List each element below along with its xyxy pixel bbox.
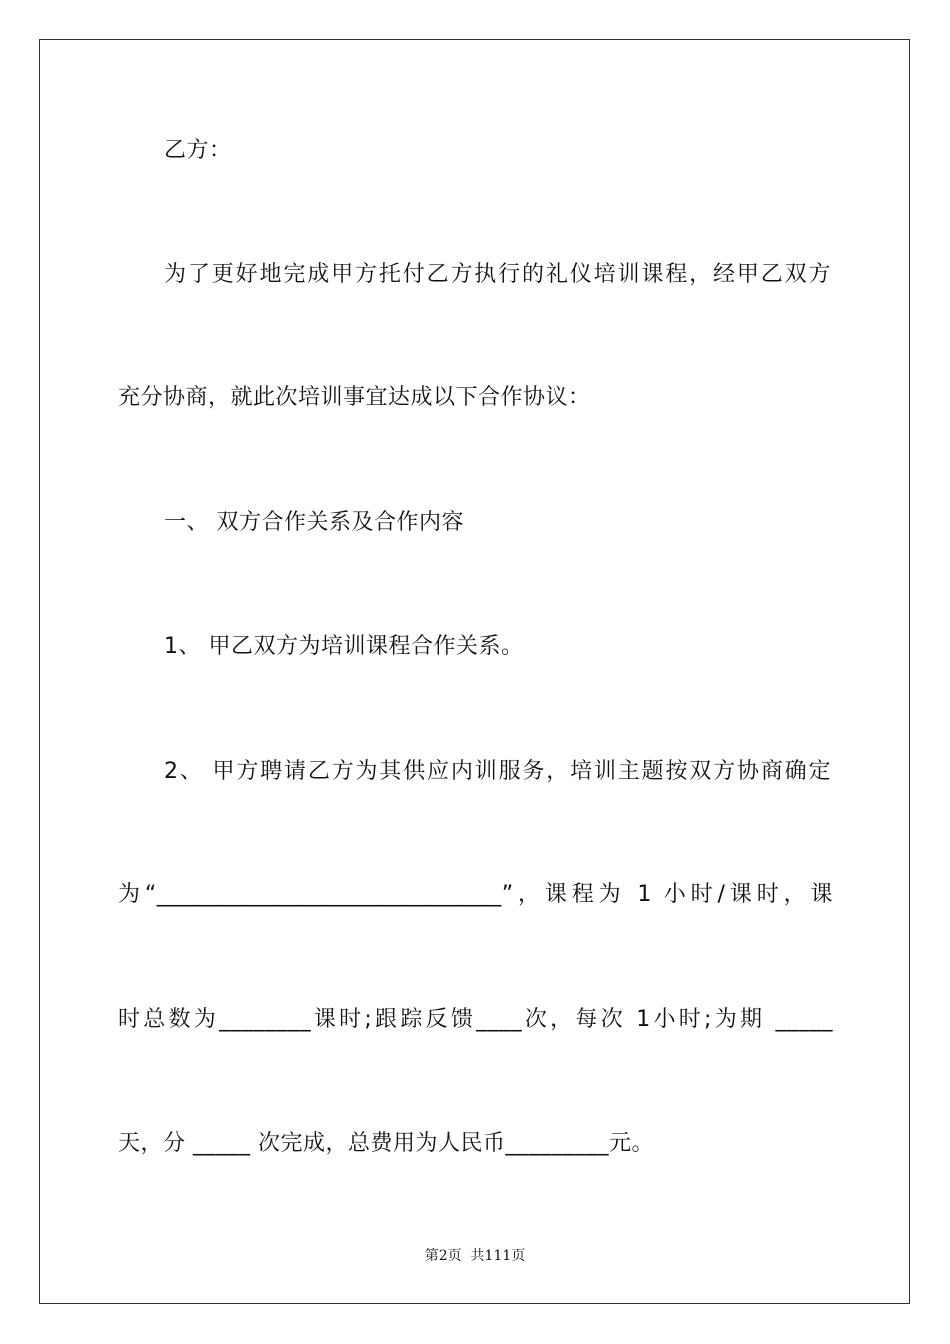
section-heading-1: 一、 双方合作关系及合作内容	[164, 510, 464, 535]
clause-1: 1、 甲乙双方为培训课程合作关系。	[164, 634, 524, 659]
page-frame	[39, 39, 910, 1304]
clause-2-line-3: 时总数为________课时;跟踪反馈____次，每次 1小时;为期 _____	[118, 1007, 833, 1032]
party-b-label: 乙方：	[164, 138, 232, 163]
clause-2-line-1: 2、 甲方聘请乙方为其供应内训服务，培训主题按双方协商确定	[164, 759, 831, 784]
clause-2-line-4: 天，分 _____ 次完成，总费用为人民币_________元。	[118, 1131, 654, 1156]
paragraph-intro-line-2: 充分协商，就此次培训事宜达成以下合作协议：	[118, 385, 591, 410]
page-number-footer: 第2页 共111页	[424, 1248, 526, 1264]
clause-2-line-2: 为“______________________________”，课程为 1 小时/课时，课	[118, 882, 833, 907]
paragraph-intro-line-1: 为了更好地完成甲方托付乙方执行的礼仪培训课程，经甲乙双方	[164, 262, 831, 287]
